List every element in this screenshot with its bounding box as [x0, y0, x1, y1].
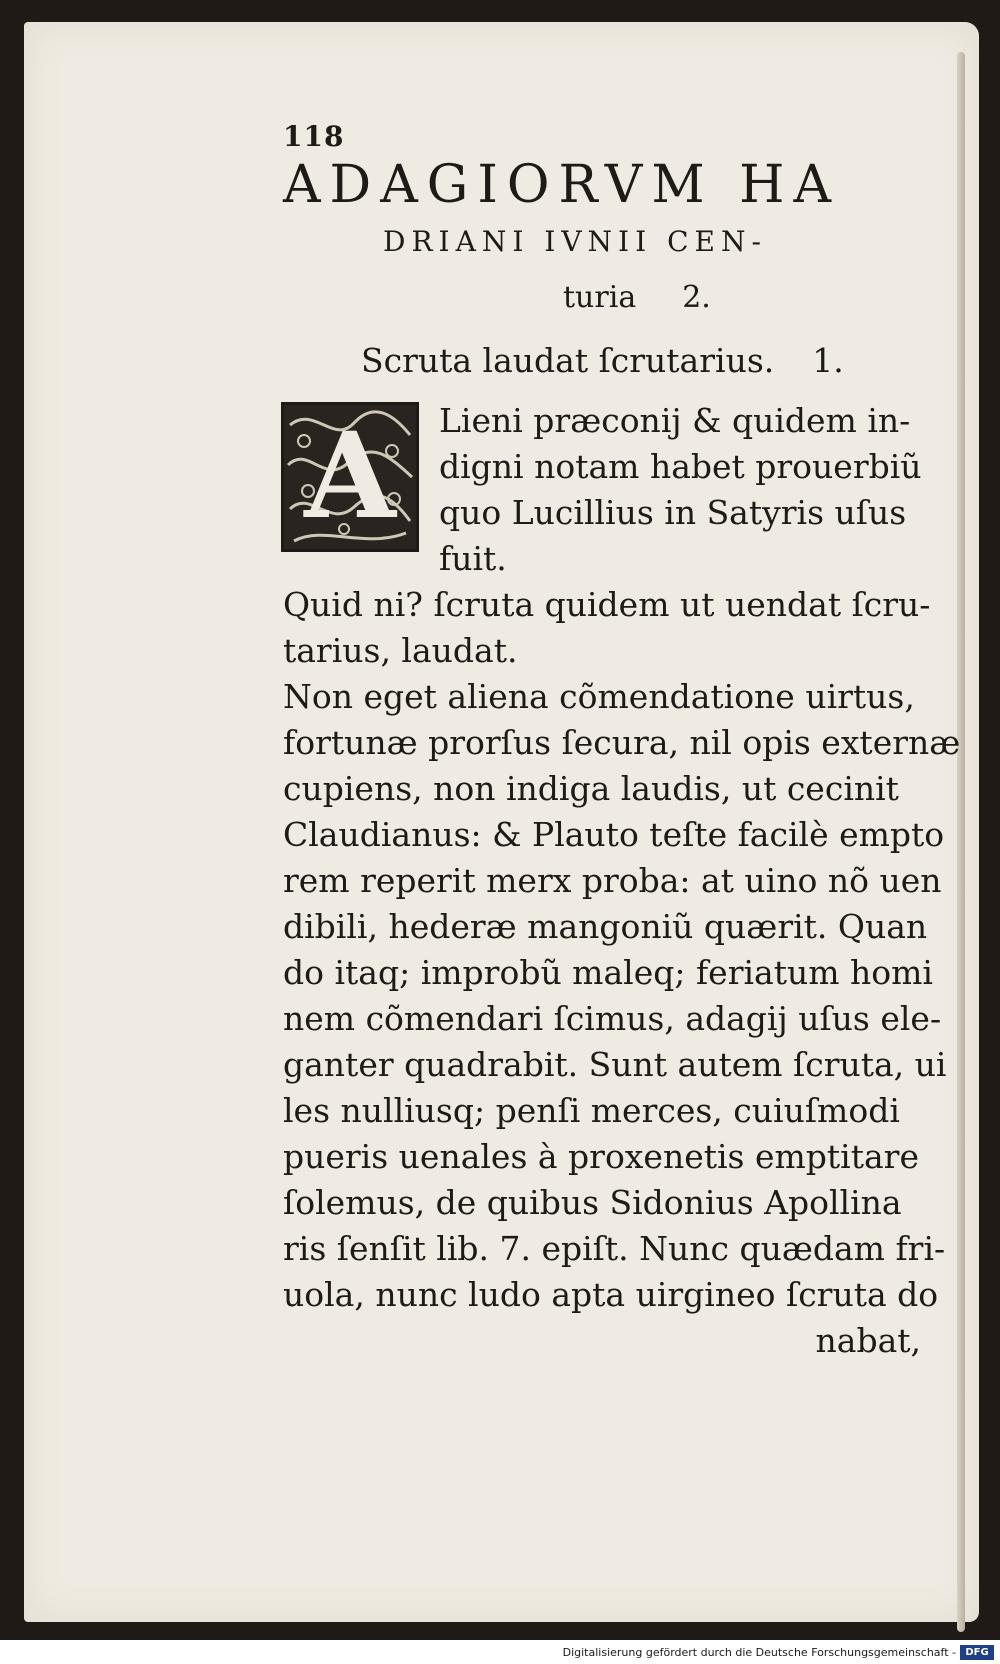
- text-line: quo Lucillius in Satyris uſus: [439, 493, 907, 532]
- drop-cap-lines: [439, 398, 979, 582]
- text-line: ganter quadrabit. Sunt autem ſcruta, ui: [283, 1045, 947, 1084]
- drop-initial-letter: A: [304, 406, 396, 545]
- text-line: uola, nunc ludo apta uirgineo ſcruta do: [283, 1275, 939, 1314]
- adage-heading: [361, 341, 973, 380]
- text-line: Claudianus: & Plauto teſte facilè empto: [283, 815, 945, 854]
- text-line: fuit.: [439, 539, 507, 578]
- adage-title: Scruta laudat ſcrutarius.: [361, 341, 775, 380]
- text-line: dibili, hederæ mangoniũ quærit. Quan: [283, 907, 928, 946]
- footer-bar: [0, 1640, 1000, 1664]
- text-line: cupiens, non indiga laudis, ut cecinit: [283, 769, 899, 808]
- text-line: Non eget aliena cõmendatione uirtus,: [283, 677, 915, 716]
- adage-number: 1.: [812, 341, 844, 380]
- title-line-2: DRIANI IVNII CEN-: [383, 225, 767, 258]
- text-line: tarius, laudat.: [283, 631, 518, 670]
- page-content: [283, 120, 973, 1364]
- funding-credit: Digitalisierung gefördert durch die Deutsche Forschungsgemeinschaft -: [562, 1646, 956, 1659]
- text-line: les nulliusq; penſi merces, cuiuſmodi: [283, 1091, 900, 1130]
- text-line: nem cõmendari ſcimus, adagij uſus ele-: [283, 999, 942, 1038]
- text-line: digni notam habet prouerbiũ: [439, 447, 922, 486]
- body-text: [283, 398, 973, 1364]
- text-line: ris ſenſit lib. 7. epiſt. Nunc quædam fri-: [283, 1229, 946, 1268]
- text-line: fortunæ prorſus ſecura, nil opis externæ: [283, 723, 961, 762]
- title-line-3: [563, 280, 973, 315]
- century-number: 2.: [682, 280, 711, 315]
- text-line: ſolemus, de quibus Sidonius Apollina: [283, 1183, 902, 1222]
- text-line: pueris uenales à proxenetis emptitare: [283, 1137, 919, 1176]
- text-line: do itaq; improbũ maleq; feriatum homi: [283, 953, 933, 992]
- page-number: 118: [283, 120, 345, 153]
- title-line-1: ADAGIORVM HA: [283, 155, 841, 215]
- text-line: Lieni præconij & quidem in-: [439, 401, 911, 440]
- catchword: nabat,: [815, 1321, 921, 1360]
- text-line: rem reperit merx proba: at uino nõ uen: [283, 861, 942, 900]
- decorated-initial: [281, 402, 419, 552]
- drop-cap-block: [283, 398, 973, 582]
- dfg-logo-icon: DFG: [960, 1645, 994, 1660]
- text-line: Quid ni? ſcruta quidem ut uendat ſcru-: [283, 585, 931, 624]
- title-line-3-text: turia: [563, 280, 637, 315]
